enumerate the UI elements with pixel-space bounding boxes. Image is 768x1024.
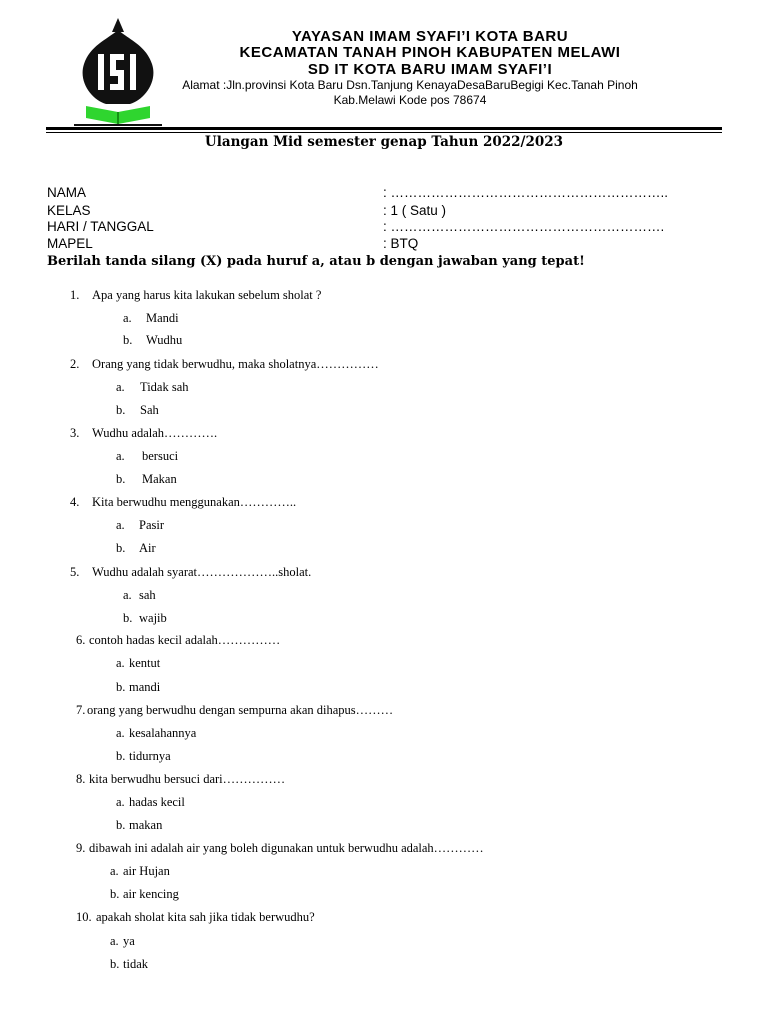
question-text: dibawah ini adalah air yang boleh digunakan untuk berwudhu adalah…………: [89, 841, 484, 855]
option-text: makan: [129, 818, 163, 832]
option-letter: a.: [116, 380, 125, 394]
option-letter: a.: [110, 934, 119, 948]
identity-value-hari-tanggal: : …………………………………………………….: [383, 219, 665, 234]
address-line-2: Kab.Melawi Kode pos 78674: [333, 93, 487, 107]
district-name: KECAMATAN TANAH PINOH KABUPATEN MELAWI: [239, 44, 621, 61]
header-rule-thick: [46, 127, 722, 130]
exam-title: Ulangan Mid semester genap Tahun 2022/2023: [204, 134, 564, 150]
foundation-name: YAYASAN IMAM SYAFI’I KOTA BARU: [291, 28, 569, 45]
option-letter: b.: [110, 957, 120, 971]
identity-label-nama: NAMA: [47, 185, 87, 200]
option-letter: b.: [116, 680, 126, 694]
question-text: contoh hadas kecil adalah……………: [89, 633, 281, 647]
option-text: Makan: [142, 472, 177, 486]
identity-value-nama: : ……………………………………………………..: [383, 185, 669, 200]
option-letter: b.: [116, 818, 126, 832]
question-text: Wudhu adalah syarat………………..sholat.: [92, 565, 312, 579]
option-text: ya: [123, 934, 135, 948]
identity-value-kelas: : 1 ( Satu ): [383, 203, 447, 218]
option-text: hadas kecil: [129, 795, 185, 809]
logo-shield: [83, 30, 154, 104]
question-number: 9.: [76, 841, 86, 855]
option-text: tidak: [123, 957, 148, 971]
question-number: 1.: [70, 288, 80, 302]
question-text: Wudhu adalah………….: [92, 426, 218, 440]
identity-label-hari-tanggal: HARI / TANGGAL: [47, 219, 154, 234]
option-letter: a.: [116, 726, 125, 740]
option-letter: a.: [123, 311, 132, 325]
option-text: mandi: [129, 680, 161, 694]
option-letter: b.: [116, 472, 126, 486]
logo-top-triangle: [112, 18, 124, 32]
option-letter: b.: [110, 887, 120, 901]
question-text: Orang yang tidak berwudhu, maka sholatnya……………: [92, 357, 379, 371]
option-letter: a.: [116, 656, 125, 670]
identity-value-mapel: : BTQ: [383, 236, 419, 251]
question-number: 2.: [70, 357, 80, 371]
option-text: Sah: [140, 403, 159, 417]
option-letter: b.: [123, 333, 133, 347]
option-text: air kencing: [123, 887, 179, 901]
school-name: SD IT KOTA BARU IMAM SYAFI’I: [307, 61, 553, 78]
option-text: bersuci: [142, 449, 179, 463]
header-rule-thin: [46, 132, 722, 133]
question-number: 8.: [76, 772, 86, 786]
option-text: kesalahannya: [129, 726, 197, 740]
question-text: orang yang berwudhu dengan sempurna akan dihapus………: [87, 703, 394, 717]
question-text: apakah sholat kita sah jika tidak berwudhu?: [96, 910, 315, 924]
option-letter: a.: [116, 795, 125, 809]
question-number: 3.: [70, 426, 80, 440]
option-letter: b.: [116, 403, 126, 417]
option-letter: b.: [123, 611, 133, 625]
question-number: 5.: [70, 565, 80, 579]
option-text: Wudhu: [146, 333, 183, 347]
option-letter: a.: [110, 864, 119, 878]
option-text: wajib: [139, 611, 167, 625]
school-address: [150, 78, 670, 108]
option-letter: b.: [116, 749, 126, 763]
question-number: 7.: [76, 703, 86, 717]
option-text: Mandi: [146, 311, 179, 325]
option-text: air Hujan: [123, 864, 170, 878]
option-letter: b.: [116, 541, 126, 555]
option-text: Tidak sah: [140, 380, 189, 394]
logo-letter-i2: [130, 54, 136, 90]
option-text: sah: [139, 588, 156, 602]
address-line-1: Alamat :Jln.provinsi Kota Baru Dsn.Tanjung KenayaDesaBaruBegigi Kec.Tanah Pinoh: [182, 78, 638, 92]
option-text: Air: [139, 541, 156, 555]
logo-letter-s: [110, 54, 124, 90]
option-text: Pasir: [139, 518, 164, 532]
identity-label-kelas: KELAS: [47, 203, 91, 218]
logo-base-line: [74, 124, 162, 126]
question-number: 4.: [70, 495, 80, 509]
question-text: kita berwudhu bersuci dari……………: [89, 772, 286, 786]
question-number: 6.: [76, 633, 86, 647]
question-text: Apa yang harus kita lakukan sebelum sholat ?: [92, 288, 322, 302]
instruction: Berilah tanda silang (X) pada huruf a, atau b dengan jawaban yang tepat!: [47, 254, 585, 269]
option-letter: a.: [116, 518, 125, 532]
option-text: kentut: [129, 656, 161, 670]
option-letter: a.: [116, 449, 125, 463]
logo-letter-i: [98, 54, 104, 90]
question-text: Kita berwudhu menggunakan…………..: [92, 495, 297, 509]
option-letter: a.: [123, 588, 132, 602]
identity-label-mapel: MAPEL: [47, 236, 93, 251]
question-number: 10.: [76, 910, 92, 924]
option-text: tidurnya: [129, 749, 171, 763]
